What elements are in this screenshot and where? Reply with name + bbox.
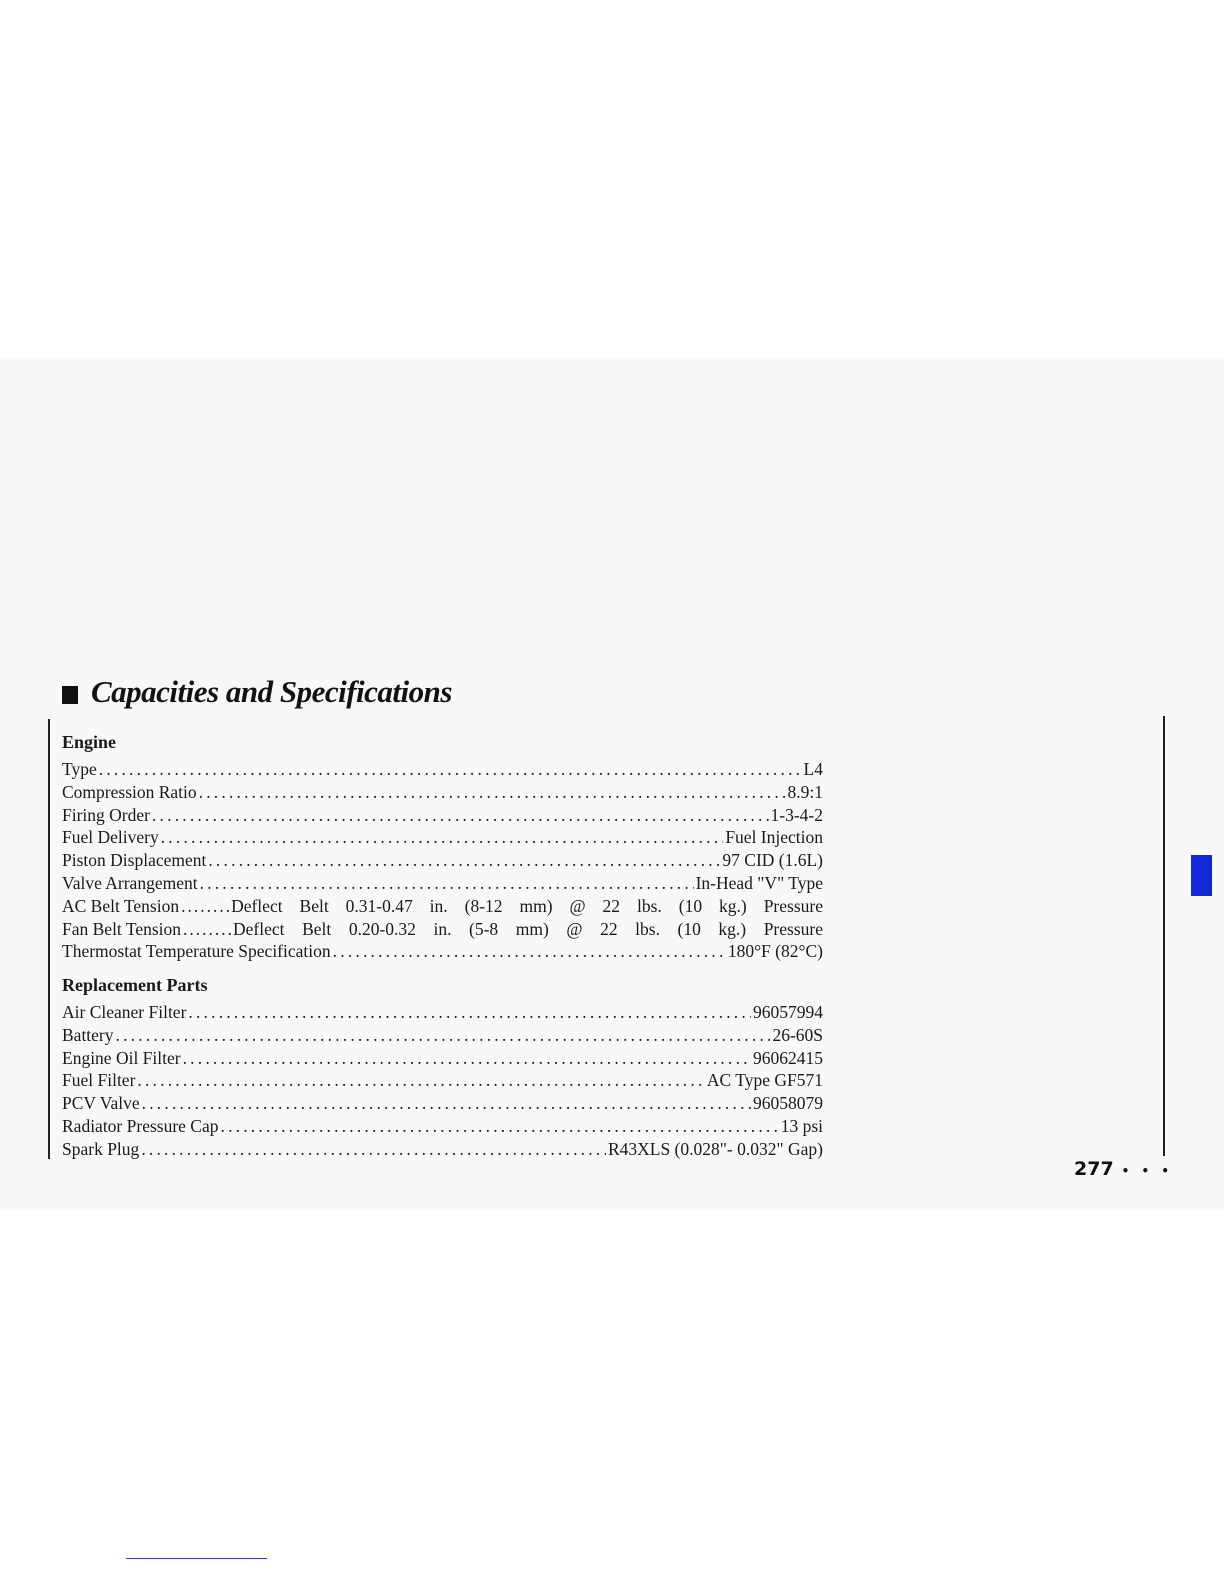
dot-leader: [161, 826, 724, 849]
replacement-parts-section: [62, 973, 823, 1161]
dot-leader: [99, 758, 802, 781]
replacement-parts-heading: Replacement Parts: [62, 975, 208, 995]
dot-leader: [208, 849, 720, 872]
engine-section: [62, 730, 823, 963]
spec-value: In-Head "V" Type: [695, 872, 823, 893]
spec-label: Type: [62, 759, 97, 779]
spec-label: Valve Arrangement: [62, 872, 198, 893]
dot-leader: [116, 1024, 771, 1047]
spec-row: [62, 826, 823, 849]
spec-label: Air Cleaner Filter: [62, 1002, 187, 1022]
spec-row: [62, 895, 823, 918]
dot-leader: [333, 940, 726, 963]
dot-leader: [141, 1138, 606, 1161]
spec-value: 180°F (82°C): [727, 941, 823, 962]
spec-label: Fuel Delivery: [62, 827, 159, 848]
page-trail-dots: • • •: [1121, 1164, 1174, 1178]
spec-row: [62, 918, 823, 941]
spec-value: R43XLS (0.028"- 0.032" Gap): [607, 1138, 823, 1159]
spec-label: Battery: [62, 1024, 114, 1045]
spec-row: [62, 1092, 823, 1115]
spec-value: 1-3-4-2: [770, 804, 823, 825]
spec-value: 96057994: [753, 1002, 823, 1022]
spec-row: [62, 1024, 823, 1047]
spec-row: [62, 1069, 823, 1092]
spec-label: Piston Displacement: [62, 850, 207, 871]
dot-leader: [142, 1092, 751, 1115]
spec-label: Fuel Filter: [62, 1070, 136, 1091]
dot-leader: [137, 1069, 704, 1092]
spec-label: Thermostat Temperature Specification: [62, 941, 331, 962]
spec-row: [62, 758, 823, 781]
spec-value: 96058079: [753, 1093, 823, 1114]
right-margin-rule: [1163, 716, 1165, 1156]
spec-label: PCV Valve: [62, 1093, 140, 1114]
spec-row: [62, 804, 823, 827]
dot-leader: [200, 872, 694, 895]
spec-row: [62, 940, 823, 963]
engine-heading: Engine: [62, 732, 117, 752]
spec-row: [62, 1047, 823, 1070]
spec-label: Fan Belt Tension: [62, 918, 182, 939]
dot-leader: [152, 804, 769, 827]
spec-label: Compression Ratio: [62, 781, 197, 802]
spec-value: L4: [803, 759, 823, 779]
dot-leader: [181, 895, 229, 918]
spec-value: 97 CID (1.6L): [722, 850, 823, 871]
spec-value: 96062415: [753, 1047, 823, 1068]
dot-leader: [199, 781, 786, 804]
dot-leader: [183, 918, 231, 941]
spec-label: Firing Order: [62, 804, 150, 825]
page-footer: [1074, 1158, 1173, 1180]
dot-leader: [183, 1047, 751, 1070]
page-number: 277: [1074, 1158, 1114, 1180]
spec-row: [62, 849, 823, 872]
spec-row: [62, 781, 823, 804]
spec-row: [62, 1115, 823, 1138]
spec-label: Engine Oil Filter: [62, 1047, 181, 1068]
spec-value: 13 psi: [780, 1115, 823, 1136]
spec-value: Fuel Injection: [725, 827, 823, 848]
spec-label: AC Belt Tension: [62, 895, 180, 916]
spec-row: [62, 1138, 823, 1161]
spec-value: Deflect Belt 0.31-0.47 in. (8-12 mm) @ 22 lbs. (10 kg.) Pressure: [231, 895, 823, 916]
spec-row: [62, 1001, 823, 1024]
left-margin-rule: [48, 719, 50, 1159]
section-title: [62, 674, 452, 710]
chapter-tab-marker: [1191, 855, 1212, 896]
spec-value: AC Type GF571: [706, 1070, 823, 1091]
footnote-rule: [126, 1558, 267, 1559]
spec-value: 8.9:1: [787, 781, 823, 802]
spec-label: Spark Plug: [62, 1138, 140, 1159]
dot-leader: [221, 1115, 779, 1138]
spec-label: Radiator Pressure Cap: [62, 1115, 219, 1136]
dot-leader: [188, 1001, 751, 1024]
spec-value: 26-60S: [772, 1024, 823, 1045]
page-title: Capacities and Specifications: [91, 674, 452, 709]
spec-row: [62, 872, 823, 895]
square-bullet-icon: [62, 686, 78, 704]
spec-value: Deflect Belt 0.20-0.32 in. (5-8 mm) @ 22 lbs. (10 kg.) Pressure: [233, 918, 823, 939]
